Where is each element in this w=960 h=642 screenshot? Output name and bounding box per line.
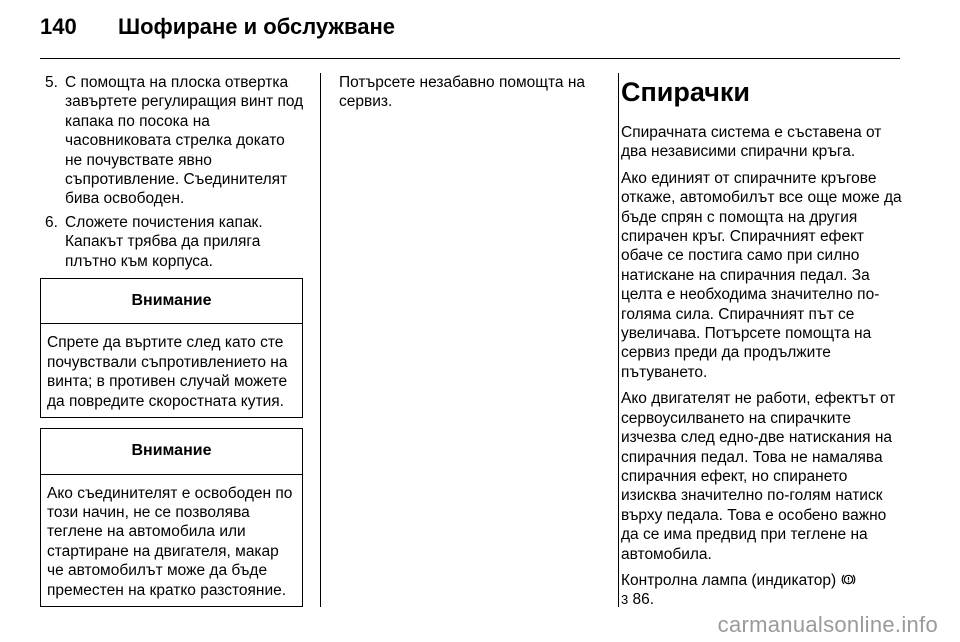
column-middle — [339, 73, 601, 112]
page-header — [40, 14, 395, 44]
caution-box — [40, 428, 303, 607]
caution-body: Спрете да въртите след като сте почувствали съпротивлението на винта; в противен случай можете да повредите скоростната кутия. — [47, 334, 288, 410]
column-divider-1 — [320, 73, 321, 607]
step-number: 5. — [45, 74, 58, 91]
paragraph: Ако единият от спирачните кръгове откаже, автомобилът все още може да бъде спрян с помощта на другия спирачен кръг. Спирачният ефект обаче се постига само при силно натискане на спирачния педал. За целта е необходима значително по-голяма сила. Спирачният път се увеличава. Потърсете помощта на сервиз преди да продължите пътуването. — [621, 169, 902, 381]
step-text: С помощта на плоска отвертка завъртете регулиращия винт под капака по посока на часовниковата стрелка докато не почувствате явно съпротивление. Съединителят бива освободен. — [65, 74, 304, 208]
header-rule — [40, 58, 900, 59]
paragraph: Спирачната система е съставена от два независими спирачни кръга. — [621, 124, 882, 161]
service-advice-text: Потърсете незабавно помощта на сервиз. — [339, 74, 586, 111]
indicator-reference — [621, 571, 907, 610]
caution-body: Ако съединителят е освободен по този начин, не се позволява теглене на автомобила или стартиране на двигателя, макар че автомобилът може да бъде преместен на кратко разстояние. — [47, 484, 293, 599]
step-item — [40, 213, 304, 271]
column-left — [40, 73, 304, 607]
page-number: 140 — [40, 14, 77, 39]
column-divider-2 — [618, 73, 619, 607]
section-title: Спирачки — [621, 77, 751, 107]
caution-title: Внимание — [41, 279, 302, 324]
paragraph: Ако двигателят не работи, ефектът от сервоусилването на спирачките изчезва след едно-две натискания на спирачния педал. Това не намалява спирачния ефект, но спирането изисква значително по-голям натиск върху педала. Това е особено важно да се има предвид при теглене на автомобила. — [621, 390, 896, 563]
brake-warning-lamp-icon — [841, 572, 856, 587]
caution-box — [40, 278, 303, 418]
page-reference[interactable]: 86. — [632, 591, 655, 609]
watermark: carmanualsonline.info — [717, 612, 938, 637]
column-right — [621, 73, 907, 617]
chapter-title: Шофиране и обслужване — [118, 14, 396, 39]
indicator-text: Контролна лампа (индикатор) — [621, 571, 837, 589]
step-number: 6. — [45, 213, 58, 231]
caution-title: Внимание — [41, 429, 302, 474]
step-item — [40, 73, 304, 209]
step-text: Сложете почистения капак. Капакът трябва да приляга плътно към корпуса. — [65, 213, 263, 270]
page-reference-arrow-icon: 3 — [621, 592, 629, 608]
